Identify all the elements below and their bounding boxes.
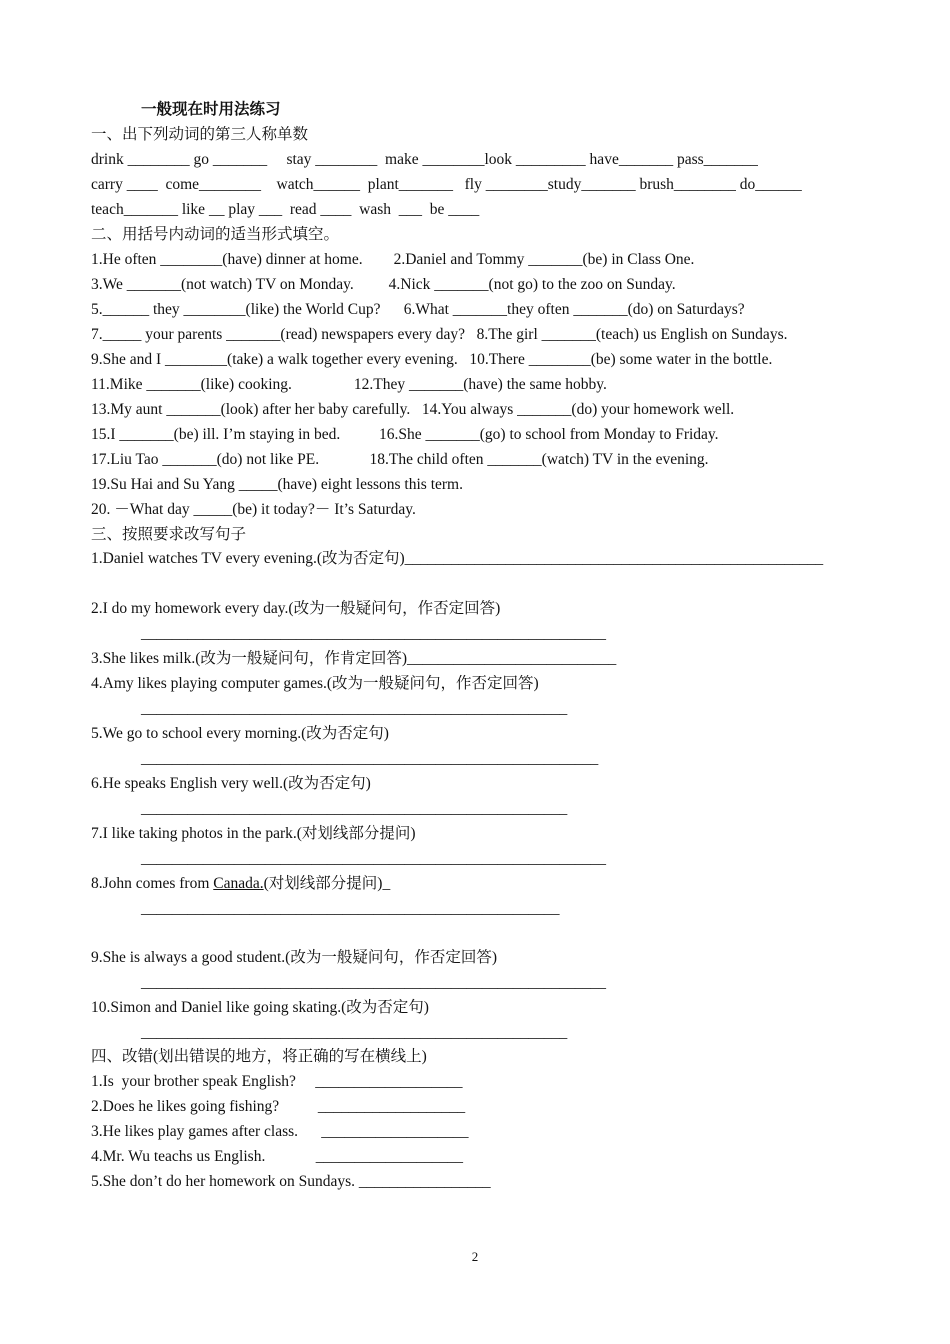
section-2-row: 15.I _______(be) ill. I’m staying in bed. 16.She _______(go) to school from Monday to Friday. [91, 426, 719, 443]
page-number: 2 [471, 1249, 479, 1264]
rewrite-question-10: 10.Simon and Daniel like going skating.(改为否定句) [91, 999, 429, 1016]
page-title: 一般现在时用法练习 [141, 101, 281, 118]
section-2-row: 3.We _______(not watch) TV on Monday. 4.Nick _______(not go) to the zoo on Sunday. [91, 276, 676, 293]
underlined-word: Canada. [213, 875, 264, 892]
rewrite-question-1: 1.Daniel watches TV every evening.(改为否定句)______________________________________________________ [91, 550, 824, 567]
answer-blank: ____________________________________________________________ [141, 850, 606, 867]
section-2-row: 9.She and I ________(take) a walk together every evening. 10.There ________(be) some water in the bottle. [91, 351, 773, 368]
section-2-row: 1.He often ________(have) dinner at home. 2.Daniel and Tommy _______(be) in Class One. [91, 251, 695, 268]
question-8-instruction: (对划线部分提问)_ [263, 875, 391, 892]
section-2-row: 13.My aunt _______(look) after her baby carefully. 14.You always _______(do) your homework well. [91, 401, 735, 418]
rewrite-question-4: 4.Amy likes playing computer games.(改为一般疑问句，作否定回答) [91, 675, 539, 692]
rewrite-question-8 [91, 875, 390, 893]
section-1-row: carry ____ come________ watch______ plant_______ fly ________study_______ brush________ do______ [91, 176, 802, 193]
section-2-row: 5.______ they ________(like) the World Cup? 6.What _______they often _______(do) on Saturdays? [91, 301, 745, 318]
rewrite-question-5: 5.We go to school every morning.(改为否定句) [91, 725, 389, 742]
section-2-heading: 二、用括号内动词的适当形式填空。 [91, 226, 340, 243]
rewrite-question-9: 9.She is always a good student.(改为一般疑问句，作否定回答) [91, 949, 497, 966]
correction-row: 1.Is your brother speak English? ___________________ [91, 1073, 463, 1090]
rewrite-question-3: 3.She likes milk.(改为一般疑问句，作肯定回答)___________________________ [91, 650, 617, 667]
correction-row: 2.Does he likes going fishing? ___________________ [91, 1098, 466, 1115]
section-2-row: 17.Liu Tao _______(do) not like PE. 18.The child often _______(watch) TV in the evening. [91, 451, 709, 468]
correction-row: 5.She don’t do her homework on Sundays. _________________ [91, 1173, 491, 1190]
answer-blank: ____________________________________________________________ [141, 625, 606, 642]
section-2-row: 11.Mike _______(like) cooking. 12.They _______(have) the same hobby. [91, 376, 607, 393]
rewrite-question-6: 6.He speaks English very well.(改为否定句) [91, 775, 371, 792]
section-2-row: 20. －What day _____(be) it today?－ It’s Saturday. [91, 501, 416, 518]
answer-blank: _______________________________________________________ [141, 1024, 568, 1041]
correction-row: 3.He likes play games after class. ___________________ [91, 1123, 469, 1140]
answer-blank: _______________________________________________________ [141, 700, 568, 717]
section-3-heading: 三、按照要求改写句子 [91, 526, 247, 543]
answer-blank: ___________________________________________________________ [141, 750, 599, 767]
answer-blank: _______________________________________________________ [141, 800, 568, 817]
rewrite-question-7: 7.I like taking photos in the park.(对划线部分提问) [91, 825, 416, 842]
answer-blank: ______________________________________________________ [141, 900, 560, 917]
question-8-text: 8.John comes from [91, 875, 214, 892]
section-1-row: teach_______ like __ play ___ read ____ wash ___ be ____ [91, 201, 480, 218]
section-2-row: 7._____ your parents _______(read) newspapers every day? 8.The girl _______(teach) us English on Sundays. [91, 326, 788, 343]
section-4-heading: 四、改错(划出错误的地方，将正确的写在横线上) [91, 1048, 427, 1065]
answer-blank: ____________________________________________________________ [141, 974, 606, 991]
section-2-row: 19.Su Hai and Su Yang _____(have) eight lessons this term. [91, 476, 463, 493]
section-1-heading: 一、出下列动词的第三人称单数 [91, 126, 309, 143]
rewrite-question-2: 2.I do my homework every day.(改为一般疑问句，作否定回答) [91, 600, 501, 617]
section-1-row: drink ________ go _______ stay ________ make ________look _________ have_______ pass_______ [91, 151, 758, 168]
correction-row: 4.Mr. Wu teachs us English. ___________________ [91, 1148, 463, 1165]
